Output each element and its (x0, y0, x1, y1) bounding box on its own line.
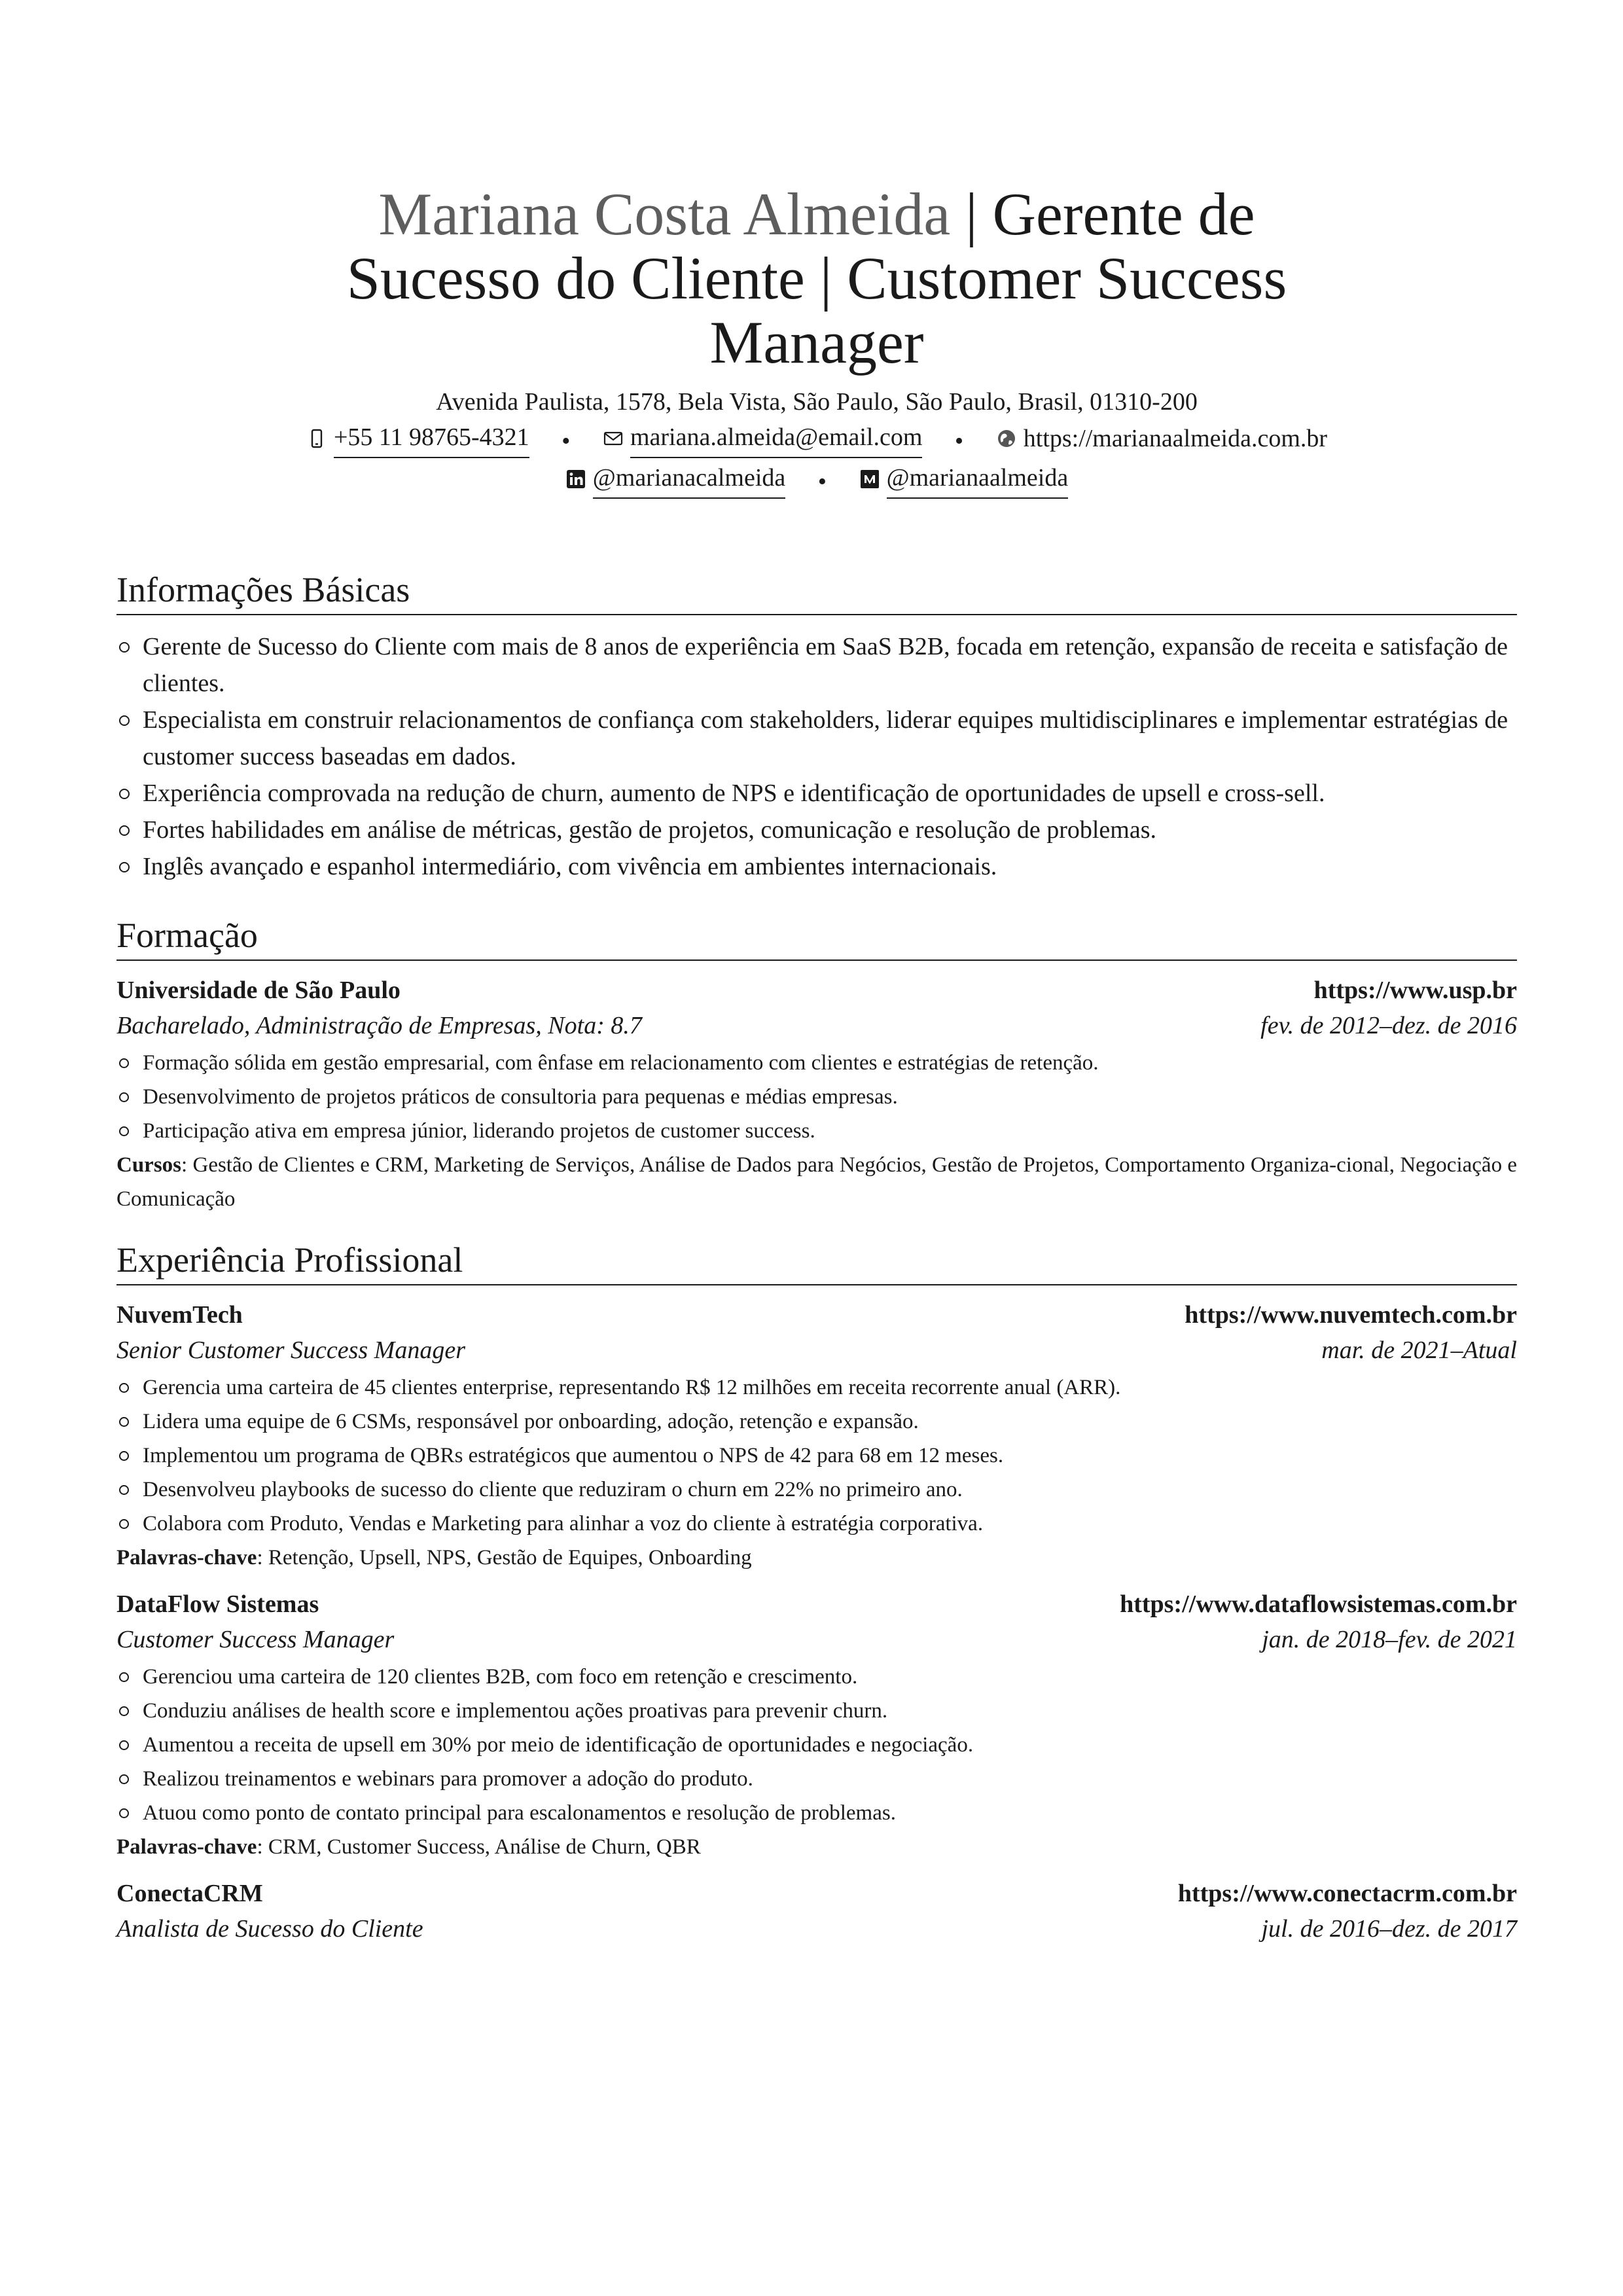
job-dates: jul. de 2016–dez. de 2017 (1261, 1915, 1517, 1943)
education-dates: fev. de 2012–dez. de 2016 (1260, 1012, 1517, 1039)
section-education (116, 915, 1517, 1216)
list-item (116, 1762, 1517, 1796)
list-item-text: Especialista em construir relacionamentos de confiança com stakeholders, liderar equipes multidisciplinares e implementar estratégias de customer success baseadas em dados. (143, 706, 1508, 770)
mobile-phone-icon (306, 428, 327, 449)
keywords-line (116, 1830, 1517, 1864)
list-item (116, 848, 1517, 885)
separator-dot: • (817, 468, 827, 495)
list-item (116, 1796, 1517, 1830)
list-item (116, 1694, 1517, 1728)
list-item (116, 1473, 1517, 1507)
linkedin-contact[interactable] (565, 459, 786, 499)
basics-list (116, 628, 1517, 885)
website-link[interactable]: https://marianaalmeida.com.br (1023, 425, 1328, 452)
bullet-circle-icon (119, 825, 130, 836)
entry-header-row (116, 973, 1517, 1008)
address: Avenida Paulista, 1578, Bela Vista, São Paulo, São Paulo, Brasil, 01310-200 (436, 388, 1198, 416)
bullet-circle-icon (119, 1485, 129, 1495)
list-item-text: Gerente de Sucesso do Cliente com mais de 8 anos de experiência em SaaS B2B, focada em retenção, expansão de receita e satisfação de clientes. (143, 633, 1508, 697)
list-item-text: Aumentou a receita de upsell em 30% por meio de identificação de oportunidades e negociação. (143, 1733, 974, 1757)
bullet-circle-icon (119, 1740, 129, 1750)
job-entry (116, 1876, 1517, 1946)
list-item-text: Gerencia uma carteira de 45 clientes enterprise, representando R$ 12 milhões em receita recorrente anual (ARR). (143, 1376, 1121, 1399)
bullet-circle-icon (119, 1519, 129, 1529)
bullet-circle-icon (119, 1706, 129, 1716)
bullet-circle-icon (119, 1808, 129, 1818)
entry-subheader-row (116, 1008, 1517, 1043)
separator-dot: • (562, 427, 571, 455)
list-item-text: Atuou como ponto de contato principal para escalonamentos e resolução de problemas. (143, 1801, 896, 1825)
medium-icon (859, 469, 880, 490)
list-item (116, 1046, 1517, 1080)
email-contact[interactable] (603, 419, 922, 458)
bullet-circle-icon (119, 642, 130, 653)
job-dates: jan. de 2018–fev. de 2021 (1262, 1626, 1517, 1653)
company-name: DataFlow Sistemas (116, 1590, 319, 1618)
resume-header (116, 0, 1517, 500)
keywords-text: : Retenção, Upsell, NPS, Gestão de Equipes, Onboarding (257, 1546, 752, 1570)
keywords-label: Palavras-chave (116, 1835, 257, 1859)
job-highlights (116, 1371, 1517, 1541)
list-item (116, 628, 1517, 702)
job-dates: mar. de 2021–Atual (1321, 1336, 1517, 1364)
list-item-text: Desenvolvimento de projetos práticos de consultoria para pequenas e médias empresas. (143, 1085, 898, 1109)
globe-icon (996, 428, 1017, 449)
list-item-text: Lidera uma equipe de 6 CSMs, responsável por onboarding, adoção, retenção e expansão. (143, 1410, 919, 1433)
resume-page (116, 0, 1517, 1946)
list-item-text: Experiência comprovada na redução de churn, aumento de NPS e identificação de oportunidades de upsell e cross-sell. (143, 780, 1325, 807)
job-entry (116, 1587, 1517, 1864)
job-title: Customer Success Manager (116, 1626, 395, 1653)
institution-url[interactable]: https://www.usp.br (1313, 977, 1517, 1004)
linkedin-icon (565, 469, 586, 490)
headline-part-1: | Gerente de (965, 181, 1255, 247)
section-title-education: Formação (116, 915, 1517, 961)
bullet-circle-icon (119, 1672, 129, 1682)
list-item-text: Colabora com Produto, Vendas e Marketing para alinhar a voz do cliente à estratégia corporativa. (143, 1512, 984, 1535)
company-url[interactable]: https://www.dataflowsistemas.com.br (1120, 1590, 1517, 1618)
list-item (116, 702, 1517, 775)
list-item (116, 1728, 1517, 1762)
contact-line-2 (116, 459, 1517, 500)
list-item-text: Formação sólida em gestão empresarial, com ênfase em relacionamento com clientes e estratégias de retenção. (143, 1051, 1099, 1075)
job-highlights (116, 1660, 1517, 1830)
bullet-circle-icon (119, 1451, 129, 1461)
company-url[interactable]: https://www.conectacrm.com.br (1177, 1880, 1517, 1907)
bullet-circle-icon (119, 1126, 129, 1136)
headline-part-2: Sucesso do Cliente | Customer Success (346, 245, 1287, 312)
bullet-circle-icon (119, 1417, 129, 1427)
company-name: NuvemTech (116, 1301, 243, 1329)
section-experience (116, 1240, 1517, 1946)
list-item-text: Desenvolveu playbooks de sucesso do cliente que reduziram o churn em 22% no primeiro ano. (143, 1478, 963, 1501)
list-item (116, 1507, 1517, 1541)
courses-label: Cursos (116, 1153, 182, 1177)
list-item-text: Participação ativa em empresa júnior, liderando projetos de customer success. (143, 1119, 815, 1143)
keywords-text: : CRM, Customer Success, Análise de Churn, QBR (257, 1835, 701, 1859)
courses-line (116, 1148, 1517, 1216)
bullet-circle-icon (119, 789, 130, 799)
list-item (116, 1114, 1517, 1148)
degree: Bacharelado, Administração de Empresas, Nota: 8.7 (116, 1012, 642, 1039)
bullet-circle-icon (119, 1383, 129, 1393)
medium-contact[interactable] (859, 459, 1069, 499)
entry-subheader-row (116, 1911, 1517, 1946)
entry-header-row (116, 1876, 1517, 1911)
education-highlights (116, 1046, 1517, 1148)
contact-line-1 (116, 419, 1517, 459)
institution-name: Universidade de São Paulo (116, 977, 401, 1004)
separator-dot: • (954, 427, 964, 455)
job-title: Analista de Sucesso do Cliente (116, 1915, 423, 1943)
list-item-text: Realizou treinamentos e webinars para promover a adoção do produto. (143, 1767, 753, 1791)
list-item (116, 1439, 1517, 1473)
job-title: Senior Customer Success Manager (116, 1336, 465, 1364)
list-item (116, 775, 1517, 812)
medium-link[interactable]: @marianaalmeida (887, 459, 1069, 499)
job-entry (116, 1297, 1517, 1575)
bullet-circle-icon (119, 862, 130, 872)
bullet-circle-icon (119, 715, 130, 726)
education-entry (116, 973, 1517, 1216)
person-name: Mariana Costa Almeida (378, 181, 951, 247)
entry-subheader-row (116, 1333, 1517, 1368)
envelope-icon (603, 428, 624, 449)
courses-text: : Gestão de Clientes e CRM, Marketing de Serviços, Análise de Dados para Negócios, Gestão de Projetos, Comportamento Organiza-cional, Negociação e Comunicação (116, 1153, 1517, 1211)
headline-part-3: Manager (709, 309, 924, 376)
list-item (116, 1371, 1517, 1405)
bullet-circle-icon (119, 1058, 129, 1068)
list-item (116, 1660, 1517, 1694)
keywords-line (116, 1541, 1517, 1575)
page-title (260, 182, 1373, 374)
list-item (116, 812, 1517, 848)
website-contact[interactable] (996, 420, 1327, 457)
keywords-label: Palavras-chave (116, 1546, 257, 1570)
bullet-circle-icon (119, 1092, 129, 1102)
list-item-text: Implementou um programa de QBRs estratégicos que aumentou o NPS de 42 para 68 em 12 meses. (143, 1444, 1004, 1467)
section-basics (116, 569, 1517, 885)
company-url[interactable]: https://www.nuvemtech.com.br (1185, 1301, 1517, 1329)
section-title-basics: Informações Básicas (116, 569, 1517, 615)
phone-link[interactable]: +55 11 98765-4321 (334, 419, 529, 458)
list-item-text: Inglês avançado e espanhol intermediário, com vivência em ambientes internacionais. (143, 853, 997, 880)
entry-subheader-row (116, 1622, 1517, 1657)
email-link[interactable]: mariana.almeida@email.com (630, 419, 922, 458)
entry-header-row (116, 1297, 1517, 1333)
linkedin-link[interactable]: @marianacalmeida (593, 459, 786, 499)
list-item-text: Fortes habilidades em análise de métricas, gestão de projetos, comunicação e resolução de problemas. (143, 816, 1157, 844)
list-item-text: Gerenciou uma carteira de 120 clientes B2B, com foco em retenção e crescimento. (143, 1665, 858, 1689)
company-name: ConectaCRM (116, 1880, 263, 1907)
phone-contact[interactable] (306, 419, 529, 458)
list-item-text: Conduziu análises de health score e implementou ações proativas para prevenir churn. (143, 1699, 888, 1723)
section-title-experience: Experiência Profissional (116, 1240, 1517, 1285)
bullet-circle-icon (119, 1774, 129, 1784)
entry-header-row (116, 1587, 1517, 1622)
list-item (116, 1405, 1517, 1439)
list-item (116, 1080, 1517, 1114)
